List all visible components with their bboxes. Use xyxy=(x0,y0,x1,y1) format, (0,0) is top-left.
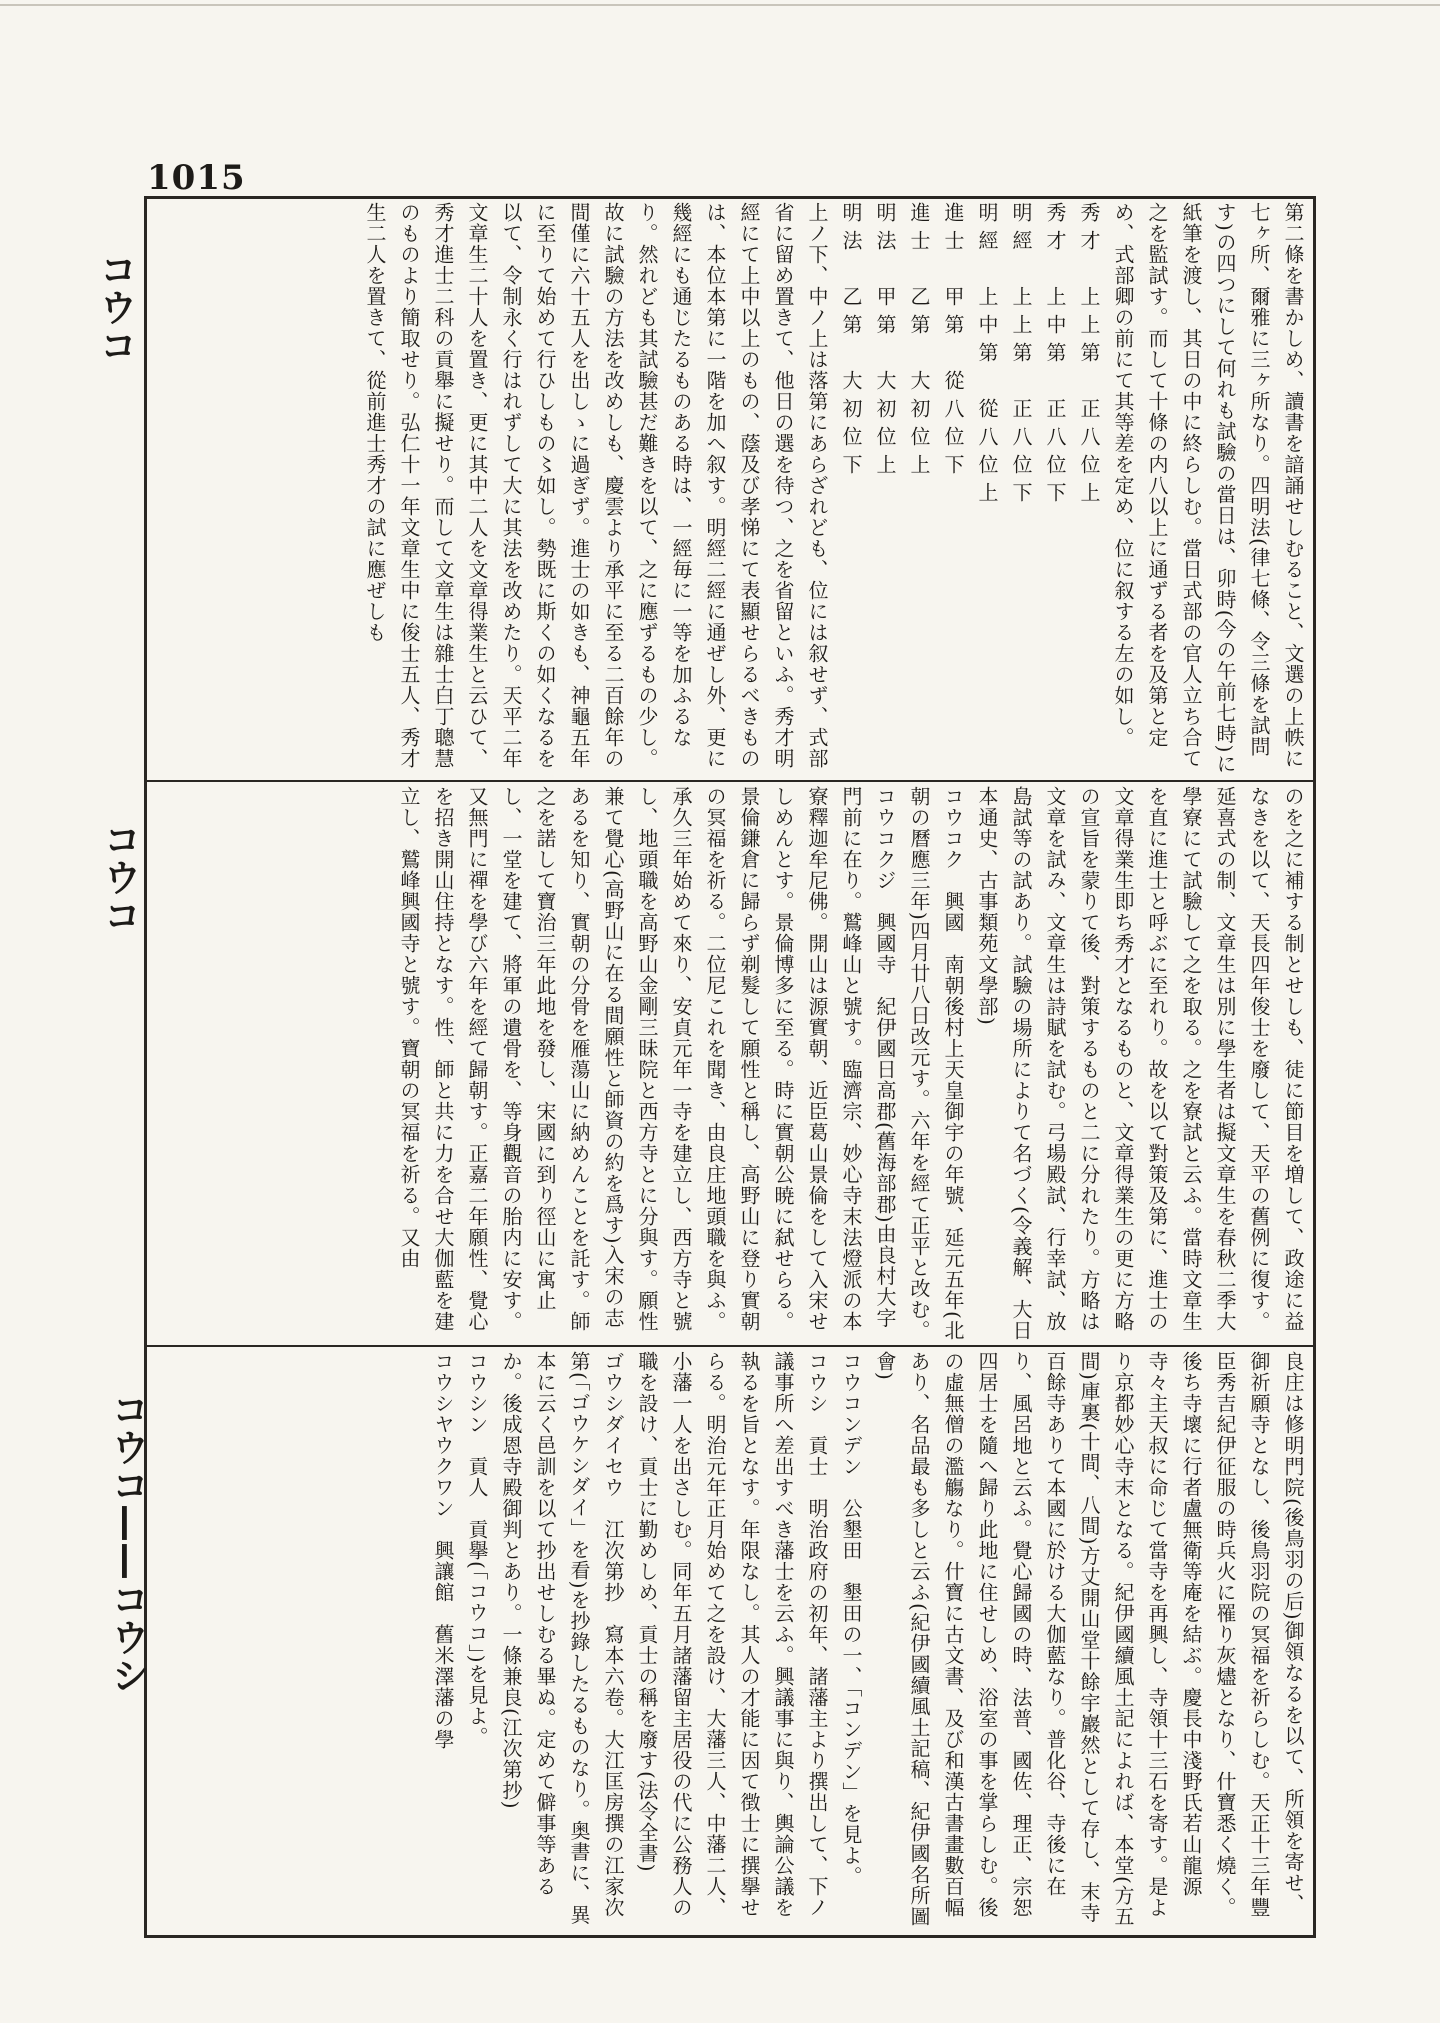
margin-label-top: コウコ xyxy=(93,250,137,364)
scan-edge-top xyxy=(0,4,1440,6)
section-middle xyxy=(150,786,1310,1341)
entry-koushiyaukuwan: コウシヤウクワン 興讓館 舊米澤藩の學 xyxy=(431,1351,455,1750)
section-bottom-text xyxy=(150,1351,1310,1931)
rank-row: 秀才 上上第 正八位上 xyxy=(1077,202,1101,510)
section-divider-1 xyxy=(144,780,1316,782)
section-top-text xyxy=(150,202,1310,776)
rank-row: 秀才 上中第 正八位下 xyxy=(1043,202,1067,510)
section-middle-text xyxy=(150,786,1310,1341)
paragraph: 第二條を書かしめ、讀書を諳誦せしむること、文選の上帙に七ヶ所、爾雅に三ヶ所なり。四明法(律七條、令三條を試問す)の四つにして何れも試驗の當日は、卯時(今の午前七時)に紙筆を渡し、其日の中に終らしむ。當日式部の官人立ち合て之を監試す。而して十條の内八以上に通ずる者を及第と定め、式部卿の前にて其等差を定め、位に叙する左の如し。 xyxy=(1111,202,1305,775)
rank-row: 明經 上中第 從八位上 xyxy=(975,202,999,510)
entry-koushi: コウシ 貢士 明治政府の初年、諸藩主より撰出して、下ノ議事所へ差出すべき藩士を云ふ。興議事に與り、輿論公議を執るを旨となす。年限なし。其人の才能に因て徴士に撰擧せらる。明治元年正月始めて之を設け、大藩三人、中藩二人、小藩一人を出さしむ。同年五月諸藩留主居役の代に公務人の職を設け、貢士に勤めしめ、貢士の稱を廢す(法令全書) xyxy=(635,1351,829,1918)
section-bottom xyxy=(150,1351,1310,1931)
paragraph: のを之に補する制とせしも、徒に節目を増して、政途に益なきを以て、天長四年俊士を廢して、天平の舊例に復す。延喜式の制、文章生は別に學生者は擬文章生を春秋二季大學寮にて試驗して之を取る。之を寮試と云ふ。當時文章生を直に進士と呼ぶに至れり。故を以て對策及第に、進士の文章得業生即ち秀才となるものと、文章得業生の更に方略の宣旨を蒙りて後、對策するものと二に分れたり。方略は文章を試み、文章生は詩賦を試む。弓場殿試、行幸試、放島試等の試あり。試驗の場所によりて名づく(令義解、大日本通史、古事類苑文學部) xyxy=(975,786,1305,1341)
rank-row: 明經 上上第 正八位下 xyxy=(1009,202,1033,510)
section-top xyxy=(150,202,1310,776)
section-divider-2 xyxy=(144,1345,1316,1347)
rank-row: 明法 乙第 大初位下 xyxy=(839,202,863,482)
margin-label-middle: コウコ xyxy=(97,820,141,934)
entry-koushin: コウシン 貢人 貢擧(「コウコ」)を見よ。 xyxy=(465,1351,489,1748)
rank-row: 明法 甲第 大初位上 xyxy=(873,202,897,482)
entry-koukonden: コウコンデン 公墾田 墾田の一、「コンデン」を見よ。 xyxy=(839,1351,863,1887)
paragraph: 上ノ下、中ノ上は落第にあらざれども、位には叙せず、式部省に留め置きて、他日の選を待つ、之を省留といふ。秀才明經にて上中以上のもの、蔭及び孝悌にて表顯せらるべきものは、本位本第に一階を加へ叙す。明經二經に通ぜし外、更に幾經にも通じたるものある時は、一經毎に一等を加ふるなり。然れども其試驗甚だ難きを以て、之に應ずるもの少し。故に試驗の方法を改めしも、慶雲より承平に至る二百餘年の間僅に六十五人を出しゝに過ぎず。進士の如きも、神龜五年に至りて始めて行ひしもの〻如し。勢既に斯くの如くなるを以て、令制永く行はれずして大に其法を改めたり。天平二年文章生二十人を置き、更に其中二人を文章得業生と云ひて、秀才進士二科の貢舉に擬せり。而して文章生は雜士白丁聰慧のものより簡取せり。弘仁十一年文章生中に俊士五人、秀才生二人を置きて、從前進士秀才の試に應ぜしも xyxy=(363,202,829,769)
rank-row: 進士 乙第 大初位上 xyxy=(907,202,931,482)
entry-koukokuji: コウコクジ 興國寺 紀伊國日高郡(舊海部郡)由良村大字門前に在り。鷲峰山と號す。臨濟宗、妙心寺末法燈派の本寮釋迦牟尼佛。開山は源實朝、近臣葛山景倫をして入宋せしめんとす。景倫博多に至る。時に實朝公暁に弑せらる。景倫鎌倉に歸らず剃髮して願性と稱し、高野山に登り實朝の冥福を祈る。二位尼これを聞き、由良庄地頭職を與ふ。承久三年始めて來り、安貞元年一寺を建立し、西方寺と號し、地頭職を高野山金剛三昧院と西方寺とに分與す。願性兼て覺心(高野山に在る間願性と師資の約を爲す)入宋の志あるを知り、實朝の分骨を雁蕩山に納めんことを託す。師之を諾して寶治三年此地を發し、宋國に到り徑山に寓止し、一堂を建て、將軍の遺骨を、等身觀音の胎内に安す。又無門に禪を學び六年を經て歸朝す。正嘉二年願性、覺心を招き開山住持となす。性、師と共に力を合せ大伽藍を建立し、鷲峰興國寺と號す。寶朝の冥福を祈る。又由 xyxy=(397,786,897,1332)
entry-koukoku: コウコク 興國 南朝後村上天皇御宇の年號、延元五年(北朝の曆應三年)四月廿八日改元す。六年を經て正平と改む。 xyxy=(907,786,965,1341)
rank-row: 進士 甲第 從八位下 xyxy=(941,202,965,482)
margin-label-bottom: コウコ——コウシ xyxy=(105,1390,149,1694)
page-number: 1015 xyxy=(147,158,246,198)
entry-goushidaisesou: ゴウシダイセウ 江次第抄 寫本六卷。大江匡房撰の江家次第(「ゴウケシダイ」を看)を抄錄したるものなり。奥書に、異本に云く邑訓を以て抄出せしむる畢ぬ。定めて僻事等あるか。後成恩寺殿御判とあり。一條兼良(江次第抄) xyxy=(499,1351,625,1926)
paragraph: 良庄は修明門院(後鳥羽の后)御領なるを以て、所領を寄せ、御祈願寺となし、後鳥羽院の冥福を祈らしむ。天正十三年豐臣秀吉紀伊征服の時兵火に罹り灰燼となり、什寶悉く燒く。後ち寺壞に行者盧無衛等庵を結ぶ。慶長中淺野氏若山龍源寺々主天叔に命じて當寺を再興し、寺領十三石を寄す。是より京都妙心寺末となる。紀伊國續風土記によれば、本堂(方五間)庫裏(十間、八間)方丈開山堂十餘宇巖然として存し、末寺百餘寺ありて本國に於ける大伽藍なり。普化谷、寺後に在り、風呂地と云ふ。覺心歸國の時、法普、國佐、理正、宗恕四居士を隨へ歸り此地に住せしめ、浴室の事を掌らしむ。後の虛無僧の濫觴なり。什寶に古文書、及び和漢古書畫數百幅あり、名品最も多しと云ふ(紀伊國續風土記稿、紀伊國名所圖會) xyxy=(873,1351,1305,1927)
